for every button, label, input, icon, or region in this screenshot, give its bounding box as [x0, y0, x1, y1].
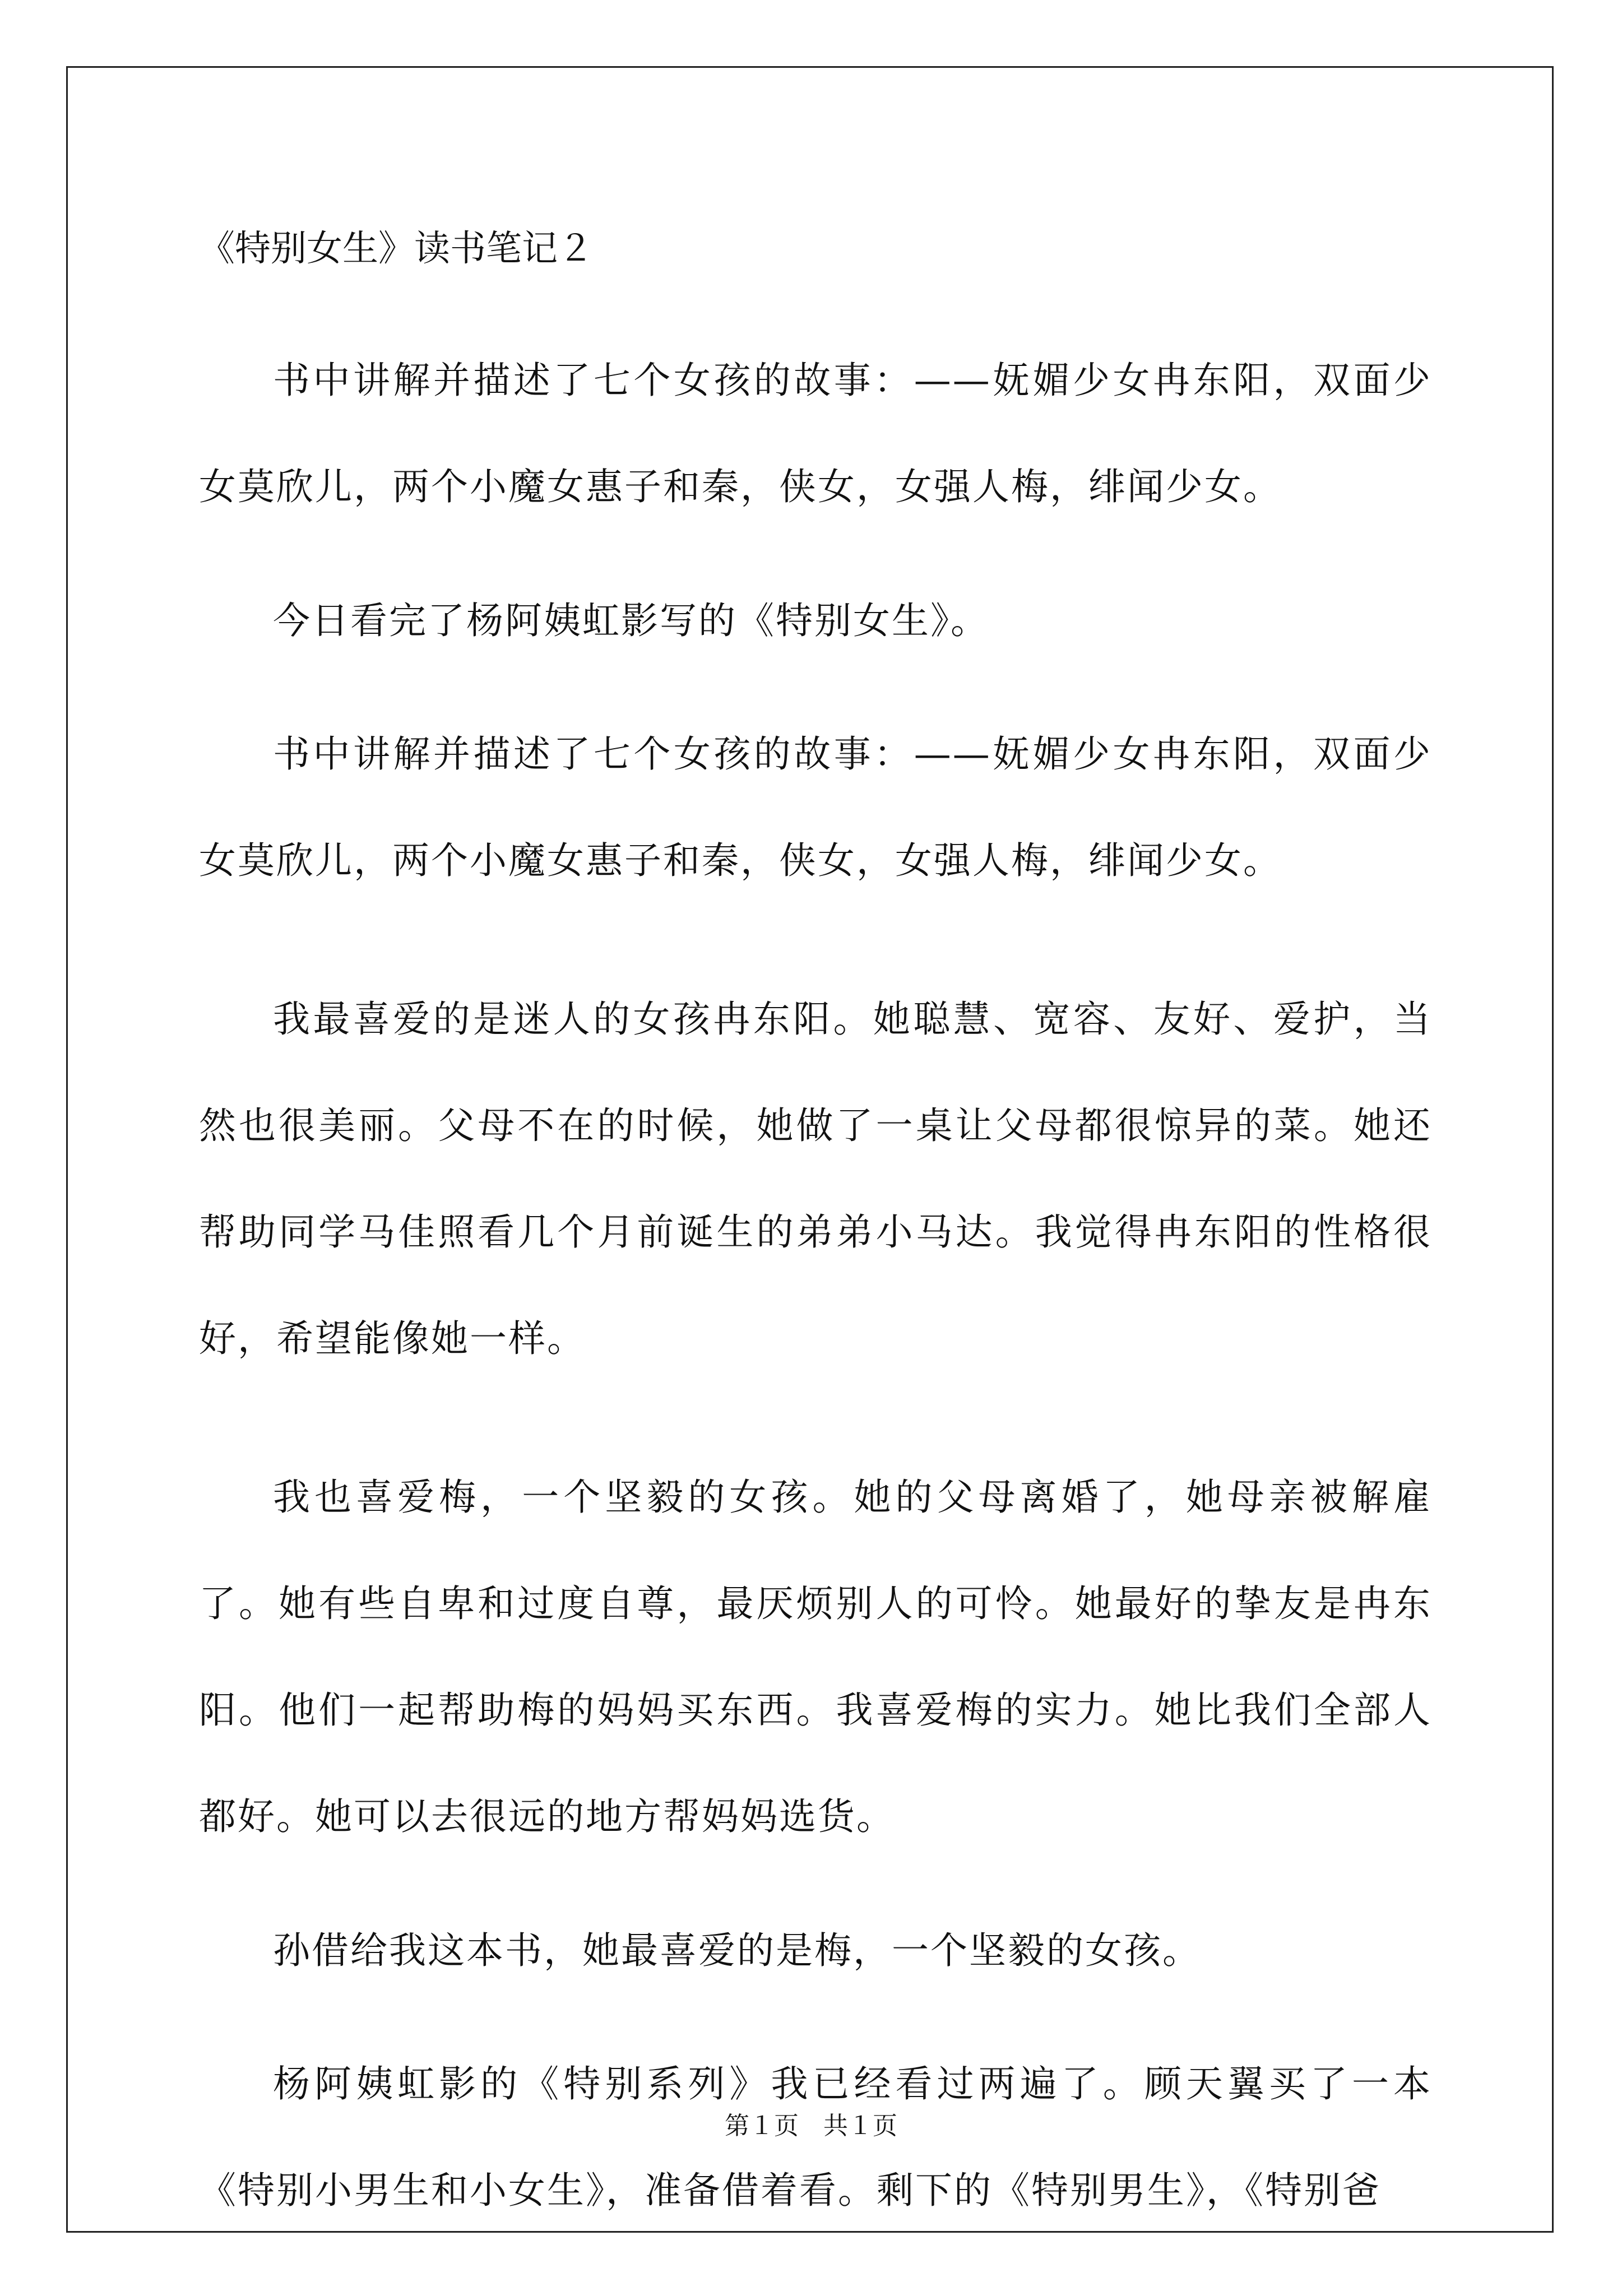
page-footer — [0, 2109, 1622, 2143]
paragraph: 我也喜爱梅，一个坚毅的女孩。她的父母离婚了，她母亲被解雇了。她有些自卑和过度自尊，最厌烦别人的可怜。她最好的挚友是冉东阳。他们一起帮助梅的妈妈买东西。我喜爱梅的实力。她比我们全部人都好。她可以去很远的地方帮妈妈选货。 — [199, 1476, 1432, 1838]
paragraph: 书中讲解并描述了七个女孩的故事：——妩媚少女冉东阳，双面少女莫欣儿，两个小魔女惠子和秦，侠女，女强人梅，绯闻少女。 — [199, 359, 1432, 508]
paragraph: 我最喜爱的是迷人的女孩冉东阳。她聪慧、宽容、友好、爱护，当然也很美丽。父母不在的时候，她做了一桌让父母都很惊异的菜。她还帮助同学马佳照看几个月前诞生的弟弟小马达。我觉得冉东阳的性格很好，希望能像她一样。 — [199, 998, 1432, 1360]
page-number-current: 第１页 — [725, 2112, 799, 2140]
paragraph: 书中讲解并描述了七个女孩的故事：——妩媚少女冉东阳，双面少女莫欣儿，两个小魔女惠子和秦，侠女，女强人梅，绯闻少女。 — [199, 732, 1432, 882]
document-title: 《特别女生》读书笔记２ — [199, 228, 594, 270]
paragraph: 杨阿姨虹影的《特别系列》我已经看过两遍了。顾天翼买了一本《特别小男生和小女生》，准备借着看。剩下的《特别男生》，《特别爸 — [199, 2062, 1432, 2212]
paragraph: 今日看完了杨阿姨虹影写的《特别女生》。 — [273, 599, 989, 642]
paragraph: 孙借给我这本书，她最喜爱的是梅，一个坚毅的女孩。 — [273, 1929, 1201, 1972]
page-number-total: 共１页 — [823, 2112, 897, 2140]
document-body — [199, 222, 1432, 2296]
